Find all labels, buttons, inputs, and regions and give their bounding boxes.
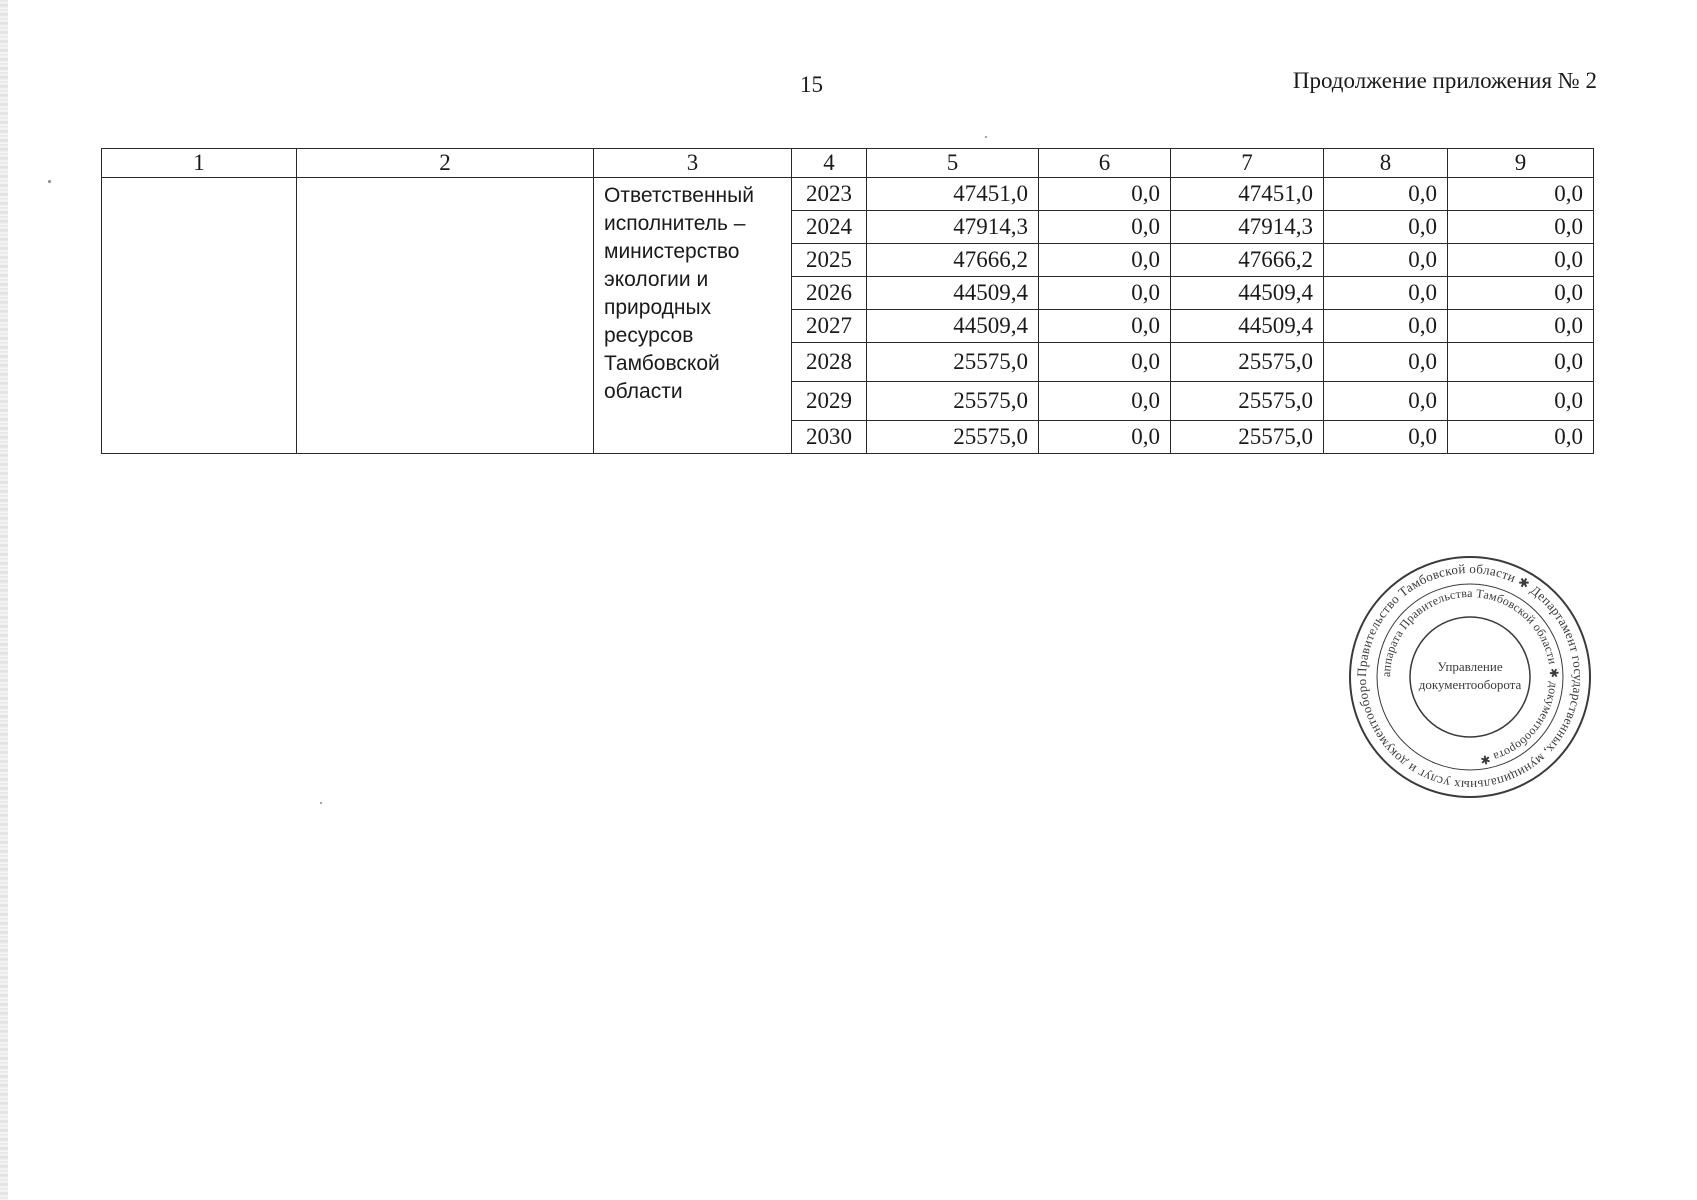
- column-header-5: 5: [867, 149, 1039, 178]
- value-cell-col7: 25575,0: [1171, 421, 1324, 454]
- executor-line: природных: [604, 296, 712, 319]
- value-cell-col8: 0,0: [1324, 421, 1448, 454]
- value-cell-col9: 0,0: [1448, 310, 1594, 343]
- year-cell: 2024: [792, 211, 867, 244]
- value-cell-col7: 44509,4: [1171, 310, 1324, 343]
- value-cell-col5: 47666,2: [867, 244, 1039, 277]
- stamp-center-line-1: Управление: [1437, 659, 1503, 674]
- executor-line: Ответственный: [604, 184, 754, 207]
- scan-speck: [320, 802, 322, 804]
- financing-table-container: [101, 148, 1593, 454]
- value-cell-col7: 44509,4: [1171, 277, 1324, 310]
- value-cell-col5: 47914,3: [867, 211, 1039, 244]
- value-cell-col8: 0,0: [1324, 211, 1448, 244]
- value-cell-col5: 47451,0: [867, 178, 1039, 211]
- table-row: [102, 178, 1594, 211]
- value-cell-col6: 0,0: [1039, 382, 1171, 421]
- value-cell-col9: 0,0: [1448, 382, 1594, 421]
- year-cell: 2023: [792, 178, 867, 211]
- year-cell: 2027: [792, 310, 867, 343]
- executor-line: исполнитель –: [604, 212, 746, 235]
- value-cell-col7: 25575,0: [1171, 343, 1324, 382]
- value-cell-col6: 0,0: [1039, 178, 1171, 211]
- value-cell-col6: 0,0: [1039, 277, 1171, 310]
- value-cell-col9: 0,0: [1448, 277, 1594, 310]
- year-cell: 2026: [792, 277, 867, 310]
- column-1-cell: [102, 178, 297, 454]
- scan-speck: [985, 136, 987, 138]
- official-stamp: [1346, 553, 1594, 801]
- column-header-3: 3: [594, 149, 792, 178]
- value-cell-col9: 0,0: [1448, 244, 1594, 277]
- year-cell: 2029: [792, 382, 867, 421]
- executor-line: Тамбовской: [604, 352, 720, 375]
- column-header-6: 6: [1039, 149, 1171, 178]
- stamp-center-line-2: документооборота: [1418, 677, 1522, 692]
- column-header-8: 8: [1324, 149, 1448, 178]
- column-header-1: 1: [102, 149, 297, 178]
- value-cell-col6: 0,0: [1039, 421, 1171, 454]
- value-cell-col9: 0,0: [1448, 343, 1594, 382]
- value-cell-col8: 0,0: [1324, 244, 1448, 277]
- value-cell-col8: 0,0: [1324, 382, 1448, 421]
- year-cell: 2025: [792, 244, 867, 277]
- column-number-header-row: [102, 149, 1594, 178]
- year-cell: 2028: [792, 343, 867, 382]
- value-cell-col5: 25575,0: [867, 343, 1039, 382]
- value-cell-col6: 0,0: [1039, 244, 1171, 277]
- value-cell-col6: 0,0: [1039, 211, 1171, 244]
- value-cell-col7: 47914,3: [1171, 211, 1324, 244]
- scan-edge-artifact: [0, 0, 8, 1200]
- value-cell-col9: 0,0: [1448, 211, 1594, 244]
- value-cell-col8: 0,0: [1324, 277, 1448, 310]
- stamp-outer-ring-text-path: Правительство Тамбовской области ✱ Департамент государственных, муниципальных услуг и документооборо: [1353, 560, 1587, 794]
- scan-speck: [48, 180, 51, 183]
- value-cell-col6: 0,0: [1039, 343, 1171, 382]
- value-cell-col8: 0,0: [1324, 343, 1448, 382]
- value-cell-col7: 47451,0: [1171, 178, 1324, 211]
- executor-line: министерство: [604, 240, 740, 263]
- column-header-7: 7: [1171, 149, 1324, 178]
- value-cell-col5: 25575,0: [867, 421, 1039, 454]
- value-cell-col9: 0,0: [1448, 421, 1594, 454]
- page-number: 15: [800, 72, 823, 97]
- column-2-cell: [297, 178, 594, 454]
- value-cell-col9: 0,0: [1448, 178, 1594, 211]
- column-header-9: 9: [1448, 149, 1594, 178]
- value-cell-col7: 25575,0: [1171, 382, 1324, 421]
- responsible-executor-cell: [594, 178, 792, 454]
- column-header-4: 4: [792, 149, 867, 178]
- stamp-inner-ring-text-path: аппарата Правительства Тамбовской области ✱ документооборота ✱: [1378, 585, 1562, 768]
- column-header-2: 2: [297, 149, 594, 178]
- appendix-continuation-label: Продолжение приложения № 2: [1292, 68, 1597, 93]
- value-cell-col7: 47666,2: [1171, 244, 1324, 277]
- value-cell-col5: 44509,4: [867, 310, 1039, 343]
- executor-line: экологии и: [604, 268, 709, 291]
- year-cell: 2030: [792, 421, 867, 454]
- stamp-seal-graphic: [1346, 553, 1594, 801]
- executor-line: области: [604, 380, 683, 403]
- value-cell-col8: 0,0: [1324, 310, 1448, 343]
- value-cell-col5: 44509,4: [867, 277, 1039, 310]
- executor-line: ресурсов: [604, 324, 694, 347]
- value-cell-col5: 25575,0: [867, 382, 1039, 421]
- value-cell-col6: 0,0: [1039, 310, 1171, 343]
- value-cell-col8: 0,0: [1324, 178, 1448, 211]
- financing-table: [101, 148, 1594, 454]
